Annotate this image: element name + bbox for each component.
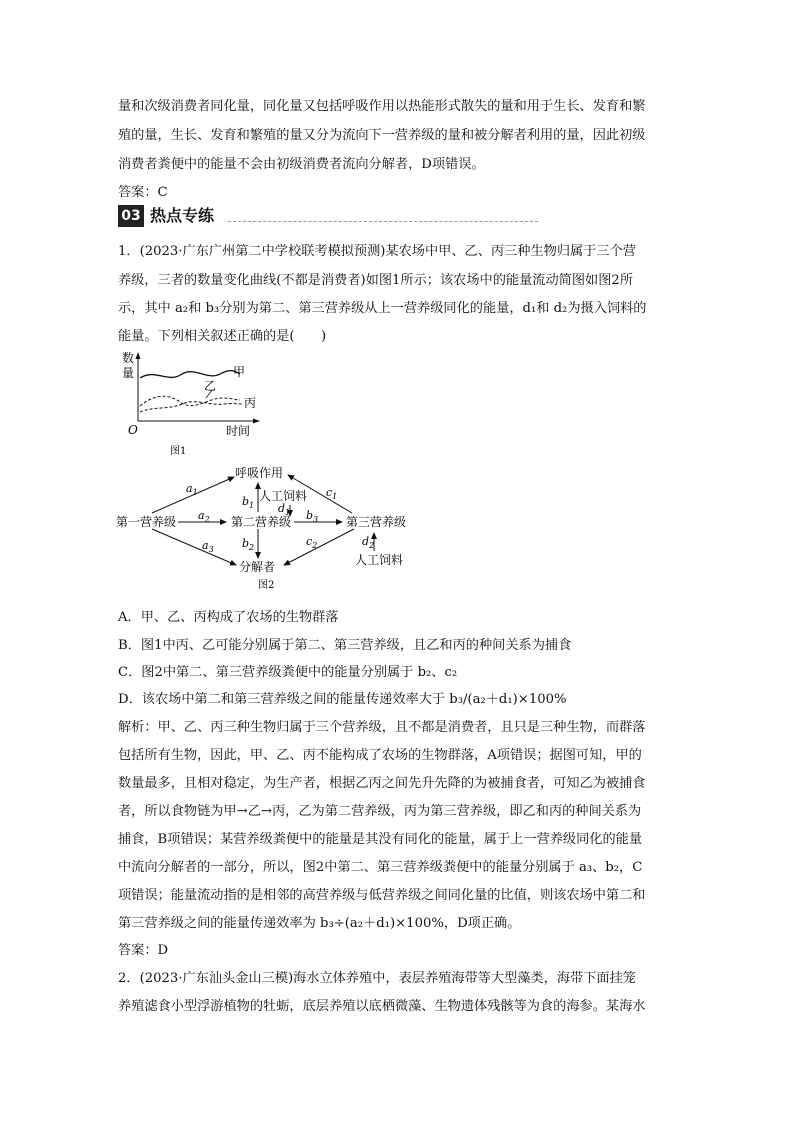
fig2-label-a2: $a_2$: [198, 509, 210, 524]
q1-answer: 答案：D: [118, 943, 169, 958]
fig1-curve-bing: [140, 402, 242, 412]
fig2-label-a3: $a_3$: [202, 539, 214, 554]
q1-option-c: C．图2中第二、第三营养级粪便中的能量分别属于 b₂、c₂: [118, 665, 458, 680]
q1-analysis-line: 数量最多，且相对稳定，为生产者，根据乙丙之间先升先降的为被捕食者，可知乙为被捕食: [118, 776, 646, 791]
fig1-label-jia: 甲: [233, 365, 246, 379]
section-header: [118, 205, 678, 227]
fig1-y-arrow: [136, 352, 141, 359]
prev-explanation-line: 消费者粪便中的能量不会由初级消费者流向分解者，D项错误。: [118, 157, 485, 172]
fig2-feed-top: 人工饲料: [259, 489, 308, 503]
figure-2: [112, 463, 432, 597]
fig2-label-b2: $b_2$: [242, 537, 255, 552]
fig2-level-1: 第一营养级: [116, 515, 177, 529]
q1-stem-line: 示，其中 a₂和 b₃分别为第二、第三营养级从上一营养级同化的能量，d₁和 d₂为摄入饲料的: [118, 301, 647, 316]
q1-analysis-line: 者，所以食物链为甲→乙→丙，乙为第二营养级，丙为第三营养级，即乙和丙的种间关系为: [118, 804, 642, 819]
fig2-label-a1: $a_1$: [186, 482, 198, 497]
q1-analysis-line: 项错误；能量流动指的是相邻的高营养级与低营养级之间同化量的比值，则该农场中第二和: [118, 888, 646, 903]
section-badge: 03: [118, 205, 144, 227]
figure-1: [118, 348, 278, 460]
fig1-ylabel: 数: [122, 351, 135, 365]
fig1-ylabel: 量: [122, 366, 135, 380]
fig2-label-c1: $c_1$: [326, 486, 338, 501]
fig1-label-yi: 乙: [204, 379, 217, 393]
fig2-label-d1: $d_1$: [278, 502, 291, 517]
fig1-curve-yi: [140, 396, 240, 406]
prev-explanation-line: 殖的量，生长、发育和繁殖的量又分为流向下一营养级的量和被分解者利用的量，因此初级: [118, 128, 646, 143]
q1-analysis-line: 包括所有生物，因此，甲、乙、丙不能构成了农场的生物群落，A项错误；据图可知，甲的: [118, 748, 642, 763]
fig1-x-arrow: [253, 419, 260, 424]
section-rule: [228, 221, 538, 222]
q1-analysis-line: 中流向分解者的一部分，所以，图2中第二、第三营养级粪便中的能量分别属于 a₃、b₂，C: [118, 860, 643, 875]
q1-option-d: D．该农场中第二和第三营养级之间的能量传递效率大于 b₃/(a₂＋d₁)×100%: [118, 692, 567, 707]
fig2-level-2: 第二营养级: [231, 515, 292, 529]
fig2-label-d2: $d_2$: [362, 535, 375, 550]
fig2-caption: 图2: [258, 580, 275, 591]
q1-analysis-line: 第三营养级之间的能量传递效率为 b₃÷(a₂＋d₁)×100%，D项正确。: [118, 916, 521, 931]
fig1-label-bing: 丙: [244, 396, 257, 410]
q1-option-a: A．甲、乙、丙构成了农场的生物群落: [118, 610, 339, 625]
fig2-label-c2: $c_2$: [306, 535, 318, 550]
fig2-label-b3: $b_3$: [306, 509, 319, 524]
q1-stem-line: 养级，三者的数量变化曲线(不都是消费者)如图1所示；该农场中的能量流动简图如图2所: [118, 273, 634, 288]
fig2-decomposer: 分解者: [239, 560, 276, 574]
fig2-arrow-c2: [284, 529, 354, 565]
q1-stem-line: 1．(2023·广东广州第二中学校联考模拟预测)某农场中甲、乙、丙三种生物归属于三个营: [118, 244, 636, 259]
fig2-level-3: 第三营养级: [346, 515, 407, 529]
q1-analysis-line: 解析：甲、乙、丙三种生物归属于三个营养级，且不都是消费者，且只是三种生物，而群落: [118, 720, 646, 735]
fig1-xlabel: 时间: [226, 424, 251, 438]
q2-stem-line: 养殖滤食小型浮游植物的牡蛎，底层养殖以底栖微藻、生物遗体残骸等为食的海参。某海水: [118, 999, 646, 1014]
q1-analysis-line: 捕食，B项错误；某营养级粪便中的能量是其没有同化的能量，属于上一营养级同化的能量: [118, 832, 642, 847]
q1-stem-line: 能量。下列相关叙述正确的是( ): [118, 329, 327, 344]
fig2-respiration: 呼吸作用: [235, 466, 284, 480]
prev-explanation-line: 量和次级消费者同化量，同化量又包括呼吸作用以热能形式散失的量和用于生长、发育和繁: [118, 99, 646, 114]
fig1-caption: 图1: [170, 446, 187, 457]
section-title: 热点专练: [150, 206, 215, 225]
q2-stem-line: 2．(2023·广东汕头金山三模)海水立体养殖中，表层养殖海带等大型藻类，海带下面挂笼: [118, 971, 636, 986]
fig2-label-b1: $b_1$: [242, 495, 255, 510]
fig1-origin: O: [128, 423, 138, 437]
fig2-feed-bottom: 人工饲料: [355, 553, 404, 567]
fig2-arrow-a3: [152, 529, 236, 565]
q1-option-b: B．图1中丙、乙可能分别属于第二、第三营养级，且乙和丙的种间关系为捕食: [118, 638, 572, 653]
prev-answer: 答案：C: [118, 185, 168, 200]
fig1-curve-jia: [140, 371, 240, 378]
